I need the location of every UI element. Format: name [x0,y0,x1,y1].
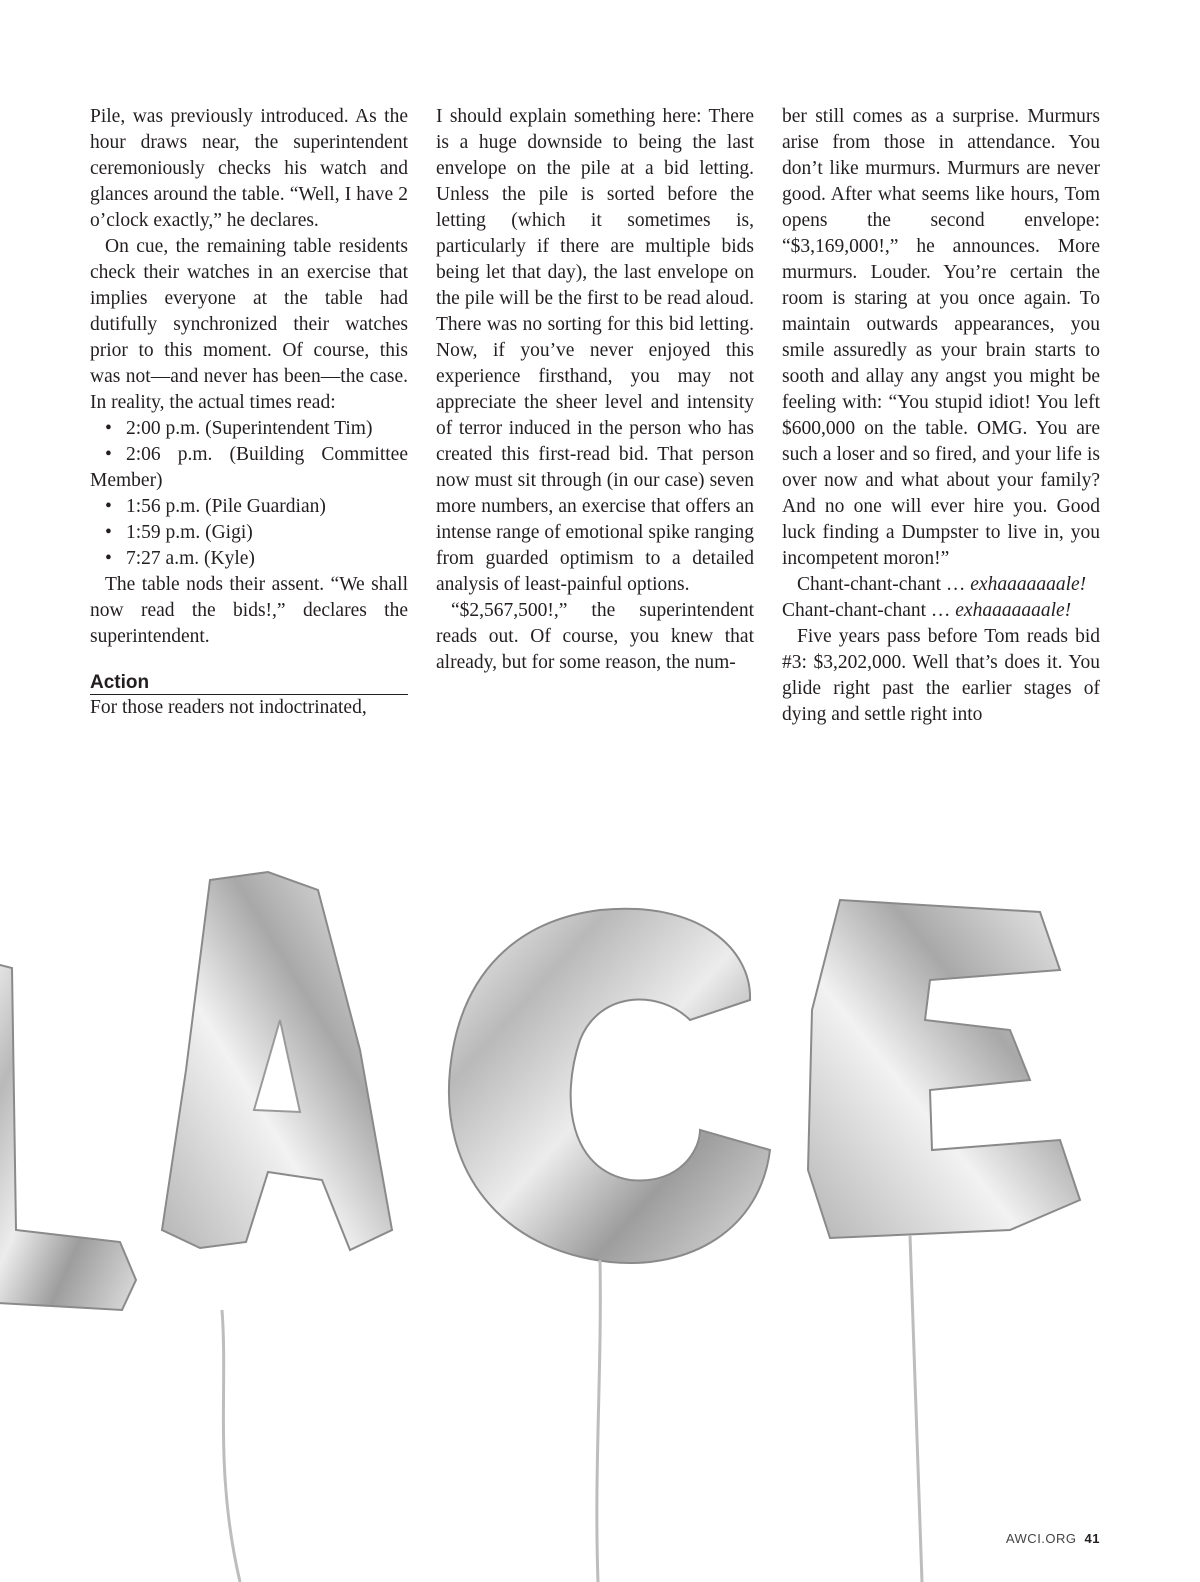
paragraph: Pile, was previously introduced. As the hour draws near, the superintendent ceremoniously checks his watch and glances around the table. “Well, I have 2 o’clock exactly,” he declares. [90,106,408,231]
chant-exhale: exhaaaaaaale! [970,574,1087,595]
balloon-strings [222,1235,922,1582]
paragraph: The table nods their assent. “We shall now read the bids!,” declares the superintendent. [90,574,408,647]
paragraph: “$2,567,500!,” the superintendent reads out. Of course, you knew that already, but for some reason, the num- [436,600,754,673]
chant-text: Chant-chant-chant … [782,600,956,621]
column-2 [436,104,754,676]
page-number: 41 [1084,1531,1100,1546]
balloon-letter-c [449,909,770,1263]
balloon-letter-l [0,960,136,1310]
paragraph: I should explain something here: There is a huge downside to being the last envelope on the pile at a bid letting. Unless the pile is sorted before the letting (which it sometimes is, particularly if there are multiple bids being let that day), the last envelope on the pile will be the first to be read aloud. There was no sorting for this bid letting. Now, if you’ve never enjoyed this experience firsthand, you may not appreciate the sheer level and intensity of terror induced in the person who has created this first-read bid. That person now must sit through (in our case) seven more numbers, an exercise that offers an intense range of emotional spike ranging from guarded optimism to a detailed analysis of least-painful options. [436,106,754,595]
chant-text: Chant-chant-chant … [797,574,971,595]
section-heading: Action [90,672,408,695]
list-item: • 1:56 p.m. (Pile Guardian) [90,494,408,520]
site-url: AWCI.ORG [1005,1531,1077,1546]
paragraph: On cue, the remaining table residents check their watches in an exercise that implies everyone at the table had dutifully synchronized their watches prior to this moment. Of course, this was not—and never has been—the case. In reality, the actual times read: [90,236,408,413]
list-item: • 2:06 p.m. (Building Committee Member) [90,442,408,494]
chant-line [782,598,1100,624]
times-list [90,416,408,572]
paragraph: Five years pass before Tom reads bid #3: $3,202,000. Well that’s does it. You glide right past the earlier stages of dying and settle right into [782,626,1100,725]
chant-exhale: exhaaaaaaale! [955,600,1072,621]
balloon-letter-e [808,900,1080,1238]
list-item: • 2:00 p.m. (Superintendent Tim) [90,416,408,442]
foil-balloon-letters-image [0,850,1200,1582]
chant-line [782,572,1100,598]
column-1 [90,104,408,721]
balloon-letter-a [162,872,392,1250]
list-item: • 7:27 a.m. (Kyle) [90,546,408,572]
paragraph: For those readers not indoctrinated, [90,697,367,718]
column-3 [782,104,1100,728]
paragraph: ber still comes as a surprise. Murmurs arise from those in attendance. You don’t like murmurs. Murmurs are never good. After what seems like hours, Tom opens the second envelope: “$3,169,000!,” he announces. More murmurs. Louder. You’re certain the room is staring at you once again. To maintain outwards appearances, you smile assuredly as your brain starts to sooth and allay any angst you might be feeling with: “You stupid idiot! You left $600,000 on the table. OMG. You are such a loser and so fired, and your life is over now and what about your family? And no one will ever hire you. Good luck finding a Dumpster to live in, you incompetent moron!” [782,106,1100,569]
list-item: • 1:59 p.m. (Gigi) [90,520,408,546]
page-footer [1006,1531,1100,1546]
